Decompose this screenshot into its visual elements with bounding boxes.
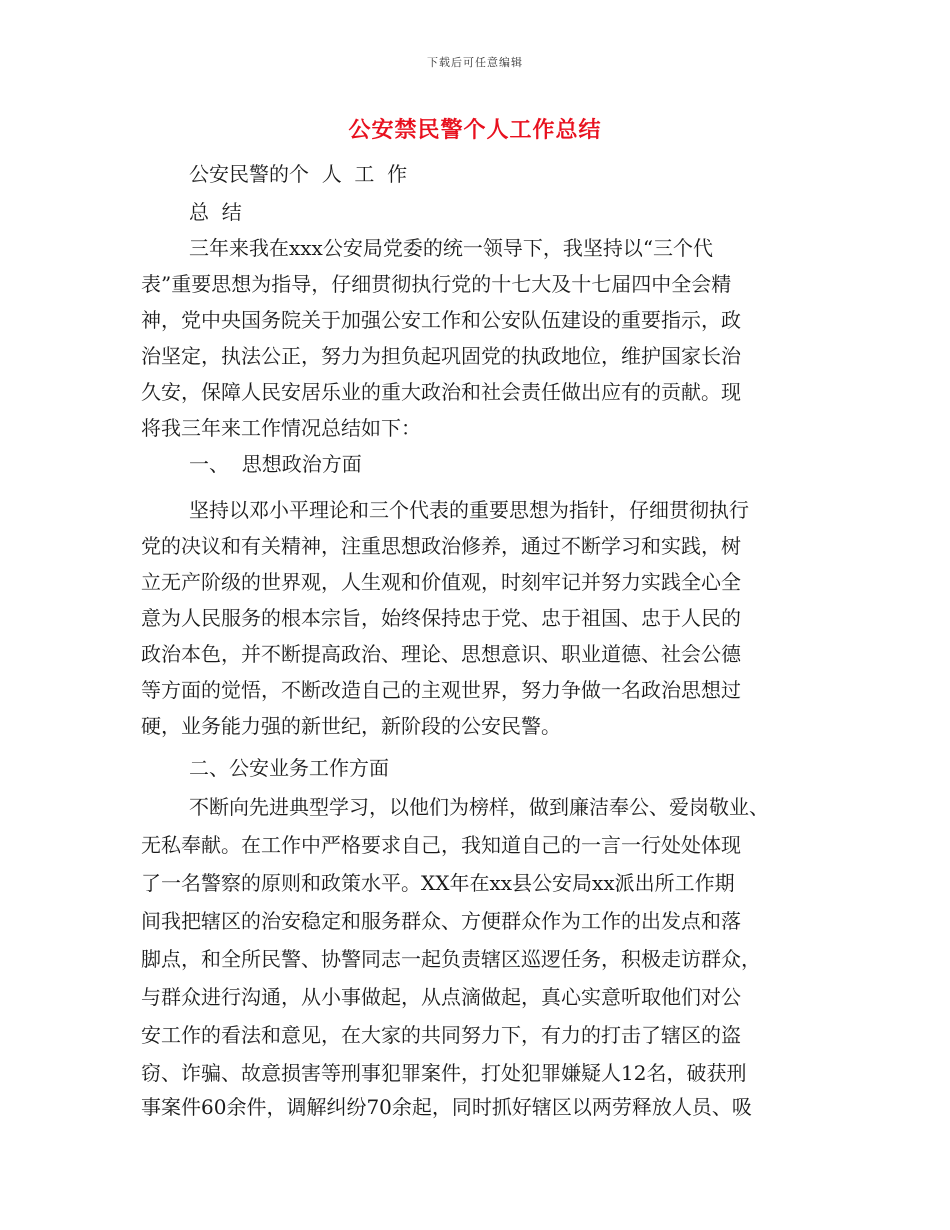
section-heading: 二、公安业务工作方面 — [189, 756, 389, 780]
body-line: 公安民警的个 人 工 作 — [189, 162, 408, 186]
section-heading: 一、 思想政治方面 — [189, 452, 362, 476]
document-title: 公安禁民警个人工作总结 — [348, 117, 602, 143]
paragraph-line: 三年来我在xxx公安局党委的统一领导下，我坚持以“三个代 — [189, 236, 714, 260]
paragraph-line: 表”重要思想为指导，仔细贯彻执行党的十七大及十七届四中全会精 — [141, 272, 732, 296]
paragraph-line: 等方面的觉悟，不断改造自己的主观世界，努力争做一名政治思想过 — [141, 678, 741, 702]
paragraph-line: 党的决议和有关精神，注重思想政治修养，通过不断学习和实践，树 — [141, 534, 741, 558]
paragraph-line: 间我把辖区的治安稳定和服务群众、方便群众作为工作的出发点和落 — [141, 909, 741, 933]
paragraph-line: 立无产阶级的世界观，人生观和价值观，时刻牢记并努力实践全心全 — [141, 570, 741, 594]
paragraph-line: 意为人民服务的根本宗旨，始终保持忠于党、忠于祖国、忠于人民的 — [141, 606, 741, 630]
paragraph-line: 神，党中央国务院关于加强公安工作和公安队伍建设的重要指示，政 — [141, 308, 741, 332]
paragraph-line: 治坚定，执法公正，努力为担负起巩固党的执政地位，维护国家长治 — [141, 344, 741, 368]
header-note: 下载后可任意编辑 — [427, 56, 523, 69]
paragraph-line: 将我三年来工作情况总结如下： — [141, 416, 421, 440]
paragraph-line: 脚点，和全所民警、协警同志一起负责辖区巡逻任务，积极走访群众， — [141, 947, 761, 971]
paragraph-line: 事案件60余件，调解纠纷70余起，同时抓好辖区以两劳释放人员、吸 — [141, 1095, 752, 1119]
paragraph-line: 安工作的看法和意见，在大家的共同努力下，有力的打击了辖区的盗 — [141, 1023, 741, 1047]
paragraph-line: 硬，业务能力强的新世纪，新阶段的公安民警。 — [141, 714, 561, 738]
paragraph-line: 无私奉献。在工作中严格要求自己，我知道自己的一言一行处处体现 — [141, 833, 741, 857]
paragraph-line: 坚持以邓小平理论和三个代表的重要思想为指针，仔细贯彻执行 — [189, 498, 749, 522]
paragraph-line: 政治本色，并不断提高政治、理论、思想意识、职业道德、社会公德 — [141, 642, 741, 666]
body-line: 总 结 — [189, 200, 242, 224]
paragraph-line: 窃、诈骗、故意损害等刑事犯罪案件，打处犯罪嫌疑人12名，破获刑 — [141, 1061, 747, 1085]
paragraph-line: 与群众进行沟通，从小事做起，从点滴做起，真心实意听取他们对公 — [141, 985, 741, 1009]
paragraph-line: 不断向先进典型学习，以他们为榜样，做到廉洁奉公、爱岗敬业、 — [189, 795, 769, 819]
paragraph-line: 了一名警察的原则和政策水平。XX年在xx县公安局xx派出所工作期 — [141, 871, 735, 895]
paragraph-line: 久安，保障人民安居乐业的重大政治和社会责任做出应有的贡献。现 — [141, 380, 741, 404]
